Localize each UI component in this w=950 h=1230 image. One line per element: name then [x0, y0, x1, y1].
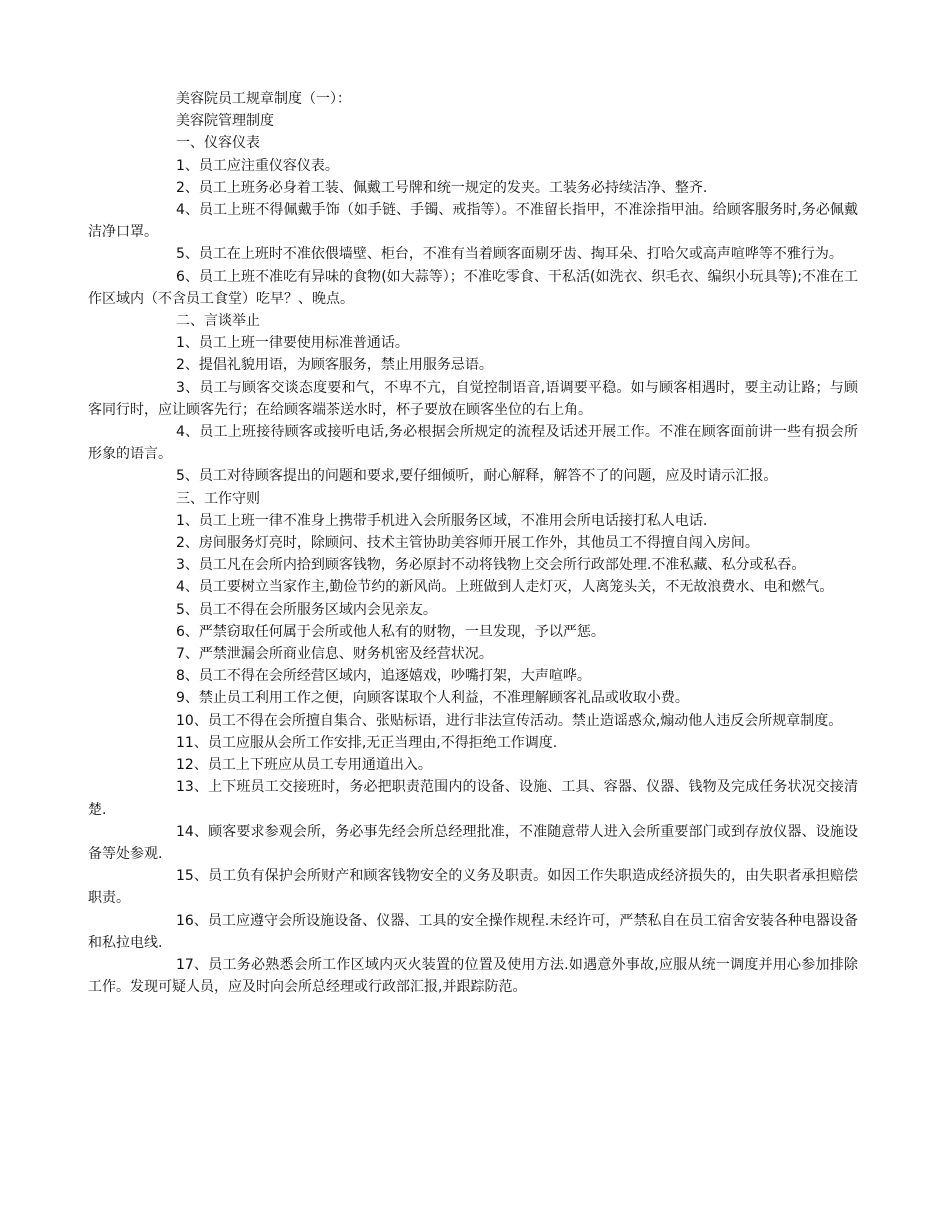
paragraph: 4、员工上班接待顾客或接听电话,务必根据会所规定的流程及话述开展工作。不准在顾客面前讲一些有损会所形象的语言。 — [88, 424, 858, 463]
paragraph: 5、员工在上班时不准依偎墙壁、柜台，不准有当着顾客面剔牙齿、掏耳朵、打哈欠或高声喧哗等不雅行为。 — [176, 246, 843, 263]
paragraph: 2、员工上班务必身着工装、佩戴工号牌和统一规定的发夹。工装务必持续洁净、整齐. — [176, 179, 708, 196]
paragraph: 4、员工上班不得佩戴手饰（如手链、手镯、戒指等）。不准留长指甲，不准涂指甲油。给顾客服务时,务必佩戴洁净口罩。 — [88, 202, 858, 241]
paragraph: 14、顾客要求参观会所，务必事先经会所总经理批准，不准随意带人进入会所重要部门或到存放仪器、设施设备等处参观. — [88, 823, 858, 862]
paragraph: 3、员工凡在会所内拾到顾客钱物，务必原封不动将钱物上交会所行政部处理.不准私藏、私分或私吞。 — [176, 557, 806, 574]
paragraph: 5、员工对待顾客提出的问题和要求,要仔细倾听，耐心解释，解答不了的问题，应及时请示汇报。 — [176, 468, 778, 485]
paragraph: 13、上下班员工交接班时，务必把职责范围内的设备、设施、工具、容器、仪器、钱物及完成任务状况交接清楚. — [88, 779, 858, 818]
paragraph: 4、员工要树立当家作主,勤俭节约的新风尚。上班做到人走灯灭，人离笼头关，不无故浪费水、电和燃气。 — [176, 579, 834, 596]
section-heading: 二、言谈举止 — [176, 313, 260, 330]
document-title: 美容院员工规章制度（一）： — [176, 91, 351, 107]
paragraph: 7、严禁泄漏会所商业信息、财务机密及经营状况。 — [176, 646, 493, 663]
paragraph: 1、员工应注重仪容仪表。 — [176, 157, 339, 174]
paragraph: 10、员工不得在会所擅自集合、张贴标语，进行非法宣传活动。禁止造谣惑众,煽动他人违反会所规章制度。 — [176, 712, 843, 729]
paragraph: 16、员工应遵守会所设施设备、仪器、工具的安全操作规程.未经许可，严禁私自在员工宿舍安装各种电器设备和私拉电线. — [88, 912, 858, 951]
paragraph: 1、员工上班一律要使用标准普通话。 — [176, 335, 409, 352]
paragraph: 9、禁止员工利用工作之便，向顾客谋取个人利益，不准理解顾客礼品或收取小费。 — [176, 690, 689, 707]
paragraph: 2、提倡礼貌用语，为顾客服务，禁止用服务忌语。 — [176, 357, 493, 374]
paragraph: 1、员工上班一律不准身上携带手机进入会所服务区域，不准用会所电话接打私人电话. — [176, 512, 708, 529]
section-heading: 三、工作守则 — [176, 490, 260, 507]
paragraph: 8、员工不得在会所经营区域内，追逐嬉戏，吵嘴打架，大声喧哗。 — [176, 668, 591, 685]
paragraph: 5、员工不得在会所服务区域内会见亲友。 — [176, 601, 437, 618]
paragraph: 3、员工与顾客交谈态度要和气，不卑不亢，自觉控制语音,语调要平稳。如与顾客相遇时，要主动让路；与顾客同行时，应让顾客先行；在给顾客端茶送水时，杯子要放在顾客坐位的右上角。 — [88, 379, 858, 418]
paragraph: 6、员工上班不准吃有异味的食物(如大蒜等）；不准吃零食、干私活(如洗衣、织毛衣、编织小玩具等);不准在工作区域内（不含员工食堂）吃早？、晚点。 — [88, 268, 858, 307]
paragraph: 6、严禁窃取任何属于会所或他人私有的财物，一旦发现，予以严惩。 — [176, 623, 605, 640]
paragraph: 15、员工负有保护会所财产和顾客钱物安全的义务及职责。如因工作失职造成经济损失的，由失职者承担赔偿职责。 — [88, 868, 858, 907]
section-heading: 美容院管理制度 — [176, 113, 274, 130]
paragraph: 17、员工务必熟悉会所工作区域内灭火装置的位置及使用方法.如遇意外事故,应服从统一调度并用心参加排除工作。发现可疑人员，应及时向会所总经理或行政部汇报,并跟踪防范。 — [88, 956, 858, 996]
paragraph: 2、房间服务灯亮时，除顾问、技术主管协助美容师开展工作外，其他员工不得擅自闯入房间。 — [176, 535, 759, 552]
paragraph: 11、员工应服从会所工作安排,无正当理由,不得拒绝工作调度. — [176, 734, 558, 751]
paragraph: 12、员工上下班应从员工专用通道出入。 — [176, 757, 432, 774]
section-heading: 一、仪容仪表 — [176, 135, 260, 152]
document-page — [88, 88, 858, 998]
